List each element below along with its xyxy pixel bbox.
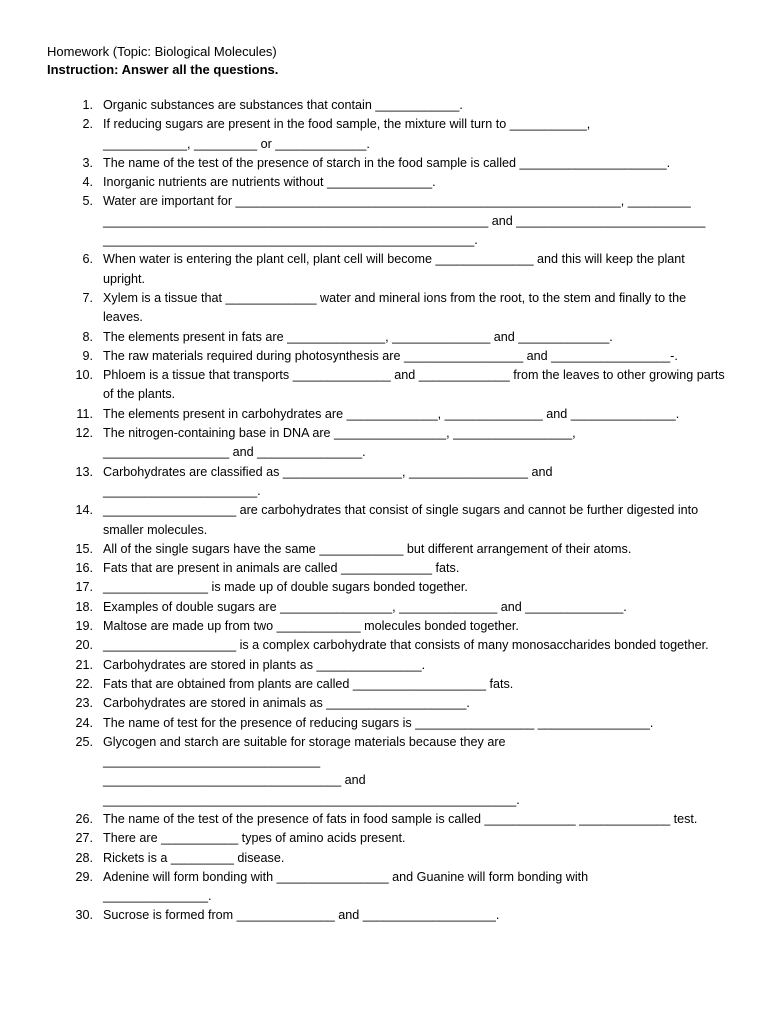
question-item	[47, 192, 728, 250]
question-number: 4.	[82, 175, 93, 190]
worksheet-heading: Homework (Topic: Biological Molecules)	[47, 44, 277, 59]
question-text: The elements present in fats are ______________, ______________ and _____________.	[103, 329, 613, 344]
question-item	[47, 906, 728, 925]
question-number: 6.	[82, 252, 93, 267]
question-text: ___________________ are carbohydrates that consist of single sugars and cannot be further digested into smaller molecules.	[103, 503, 702, 537]
question-number: 1.	[82, 98, 93, 112]
question-text: Rickets is a _________ disease.	[103, 850, 285, 865]
question-number: 13.	[75, 464, 93, 479]
question-item	[47, 656, 728, 675]
question-item	[47, 617, 728, 636]
question-text: ___________________ is a complex carbohydrate that consists of many monosaccharides bonded together.	[103, 638, 709, 653]
question-text: Glycogen and starch are suitable for storage materials because they are _______________________________ __________________________________ and ___________________________________________________________.	[103, 734, 520, 807]
question-number: 20.	[75, 638, 93, 653]
question-number: 23.	[75, 696, 93, 711]
question-item	[47, 559, 728, 578]
question-text: The raw materials required during photosynthesis are _________________ and _________________-.	[103, 348, 678, 363]
question-number: 10.	[75, 368, 93, 383]
question-item	[47, 501, 728, 540]
question-number: 16.	[75, 561, 93, 576]
question-number: 27.	[75, 831, 93, 846]
question-text: If reducing sugars are present in the food sample, the mixture will turn to ___________, ____________, _________ or _____________.	[103, 117, 591, 151]
question-number: 26.	[75, 811, 93, 826]
question-text: The name of the test of the presence of starch in the food sample is called _____________________.	[103, 155, 671, 170]
question-text: Fats that are present in animals are called _____________ fats.	[103, 561, 460, 576]
question-number: 7.	[82, 290, 93, 305]
question-number: 24.	[75, 715, 93, 730]
question-number: 29.	[75, 869, 93, 884]
question-text: Carbohydrates are classified as _________________, _________________ and ______________________.	[103, 464, 553, 498]
question-item	[47, 868, 728, 907]
question-text: Xylem is a tissue that _____________ water and mineral ions from the root, to the stem and finally to the leaves.	[103, 290, 690, 325]
question-number: 22.	[75, 676, 93, 691]
question-item	[47, 424, 728, 463]
question-text: Carbohydrates are stored in plants as _______________.	[103, 657, 426, 672]
question-item	[47, 250, 728, 289]
question-text: Phloem is a tissue that transports ______________ and _____________ from the leaves to other growing parts of the plants.	[103, 368, 729, 402]
question-text: Water are important for _______________________________________________________, _________ _______________________________________________________ and ___________________________ _____________________________________________________.	[103, 194, 706, 248]
question-item	[47, 675, 728, 694]
worksheet-instruction: Instruction: Answer all the questions.	[47, 62, 279, 77]
question-item	[47, 849, 728, 868]
question-text: The name of the test of the presence of fats in food sample is called _____________ _____________ test.	[103, 811, 698, 826]
question-item	[47, 347, 728, 366]
question-number: 25.	[75, 734, 93, 749]
question-number: 11.	[76, 406, 93, 421]
question-item	[47, 733, 728, 810]
question-item	[47, 829, 728, 848]
question-item	[47, 405, 728, 424]
question-item	[47, 463, 728, 502]
question-text: The name of test for the presence of reducing sugars is _________________ ________________.	[103, 715, 654, 730]
question-number: 12.	[75, 426, 93, 441]
question-text: Examples of double sugars are ________________, ______________ and ______________.	[103, 599, 627, 614]
question-number: 19.	[75, 619, 93, 634]
question-number: 5.	[82, 194, 93, 209]
question-text: Fats that are obtained from plants are called ___________________ fats.	[103, 676, 514, 691]
question-number: 2.	[82, 117, 93, 132]
question-number: 9.	[82, 348, 93, 363]
question-text: When water is entering the plant cell, plant cell will become ______________ and this will keep the plant upright.	[103, 252, 689, 286]
question-number: 8.	[82, 329, 93, 344]
question-text: The nitrogen-containing base in DNA are ________________, _________________, __________________ and _______________.	[103, 426, 576, 460]
question-text: There are ___________ types of amino acids present.	[103, 831, 406, 846]
question-number: 15.	[75, 541, 93, 556]
question-number: 14.	[75, 503, 93, 518]
question-item	[47, 598, 728, 617]
question-item	[47, 115, 728, 154]
question-item	[47, 173, 728, 192]
question-number: 17.	[75, 580, 93, 595]
question-text: _______________ is made up of double sugars bonded together.	[103, 580, 468, 595]
question-number: 21.	[75, 657, 93, 672]
question-text: Inorganic nutrients are nutrients without _______________.	[103, 175, 436, 190]
question-number: 18.	[75, 599, 93, 614]
question-list	[47, 96, 728, 926]
question-text: Carbohydrates are stored in animals as ____________________.	[103, 696, 470, 711]
question-item	[47, 328, 728, 347]
question-item	[47, 578, 728, 597]
question-text: Maltose are made up from two ____________ molecules bonded together.	[103, 619, 519, 634]
question-text: Adenine will form bonding with ________________ and Guanine will form bonding with _______________.	[103, 869, 589, 904]
question-item	[47, 694, 728, 713]
question-item	[47, 289, 728, 328]
question-item	[47, 810, 728, 829]
question-number: 28.	[75, 850, 93, 865]
question-item	[47, 636, 728, 655]
question-item	[47, 154, 728, 173]
question-item	[47, 714, 728, 733]
question-number: 3.	[82, 155, 93, 170]
question-text: Organic substances are substances that contain ____________.	[103, 98, 463, 112]
question-item	[47, 366, 728, 405]
question-item	[47, 96, 728, 115]
question-text: The elements present in carbohydrates are _____________, ______________ and _______________.	[103, 406, 680, 421]
question-text: Sucrose is formed from ______________ and ___________________.	[103, 908, 500, 923]
question-number: 30.	[75, 908, 93, 923]
question-item	[47, 540, 728, 559]
question-text: All of the single sugars have the same ____________ but different arrangement of their atoms.	[103, 541, 632, 556]
